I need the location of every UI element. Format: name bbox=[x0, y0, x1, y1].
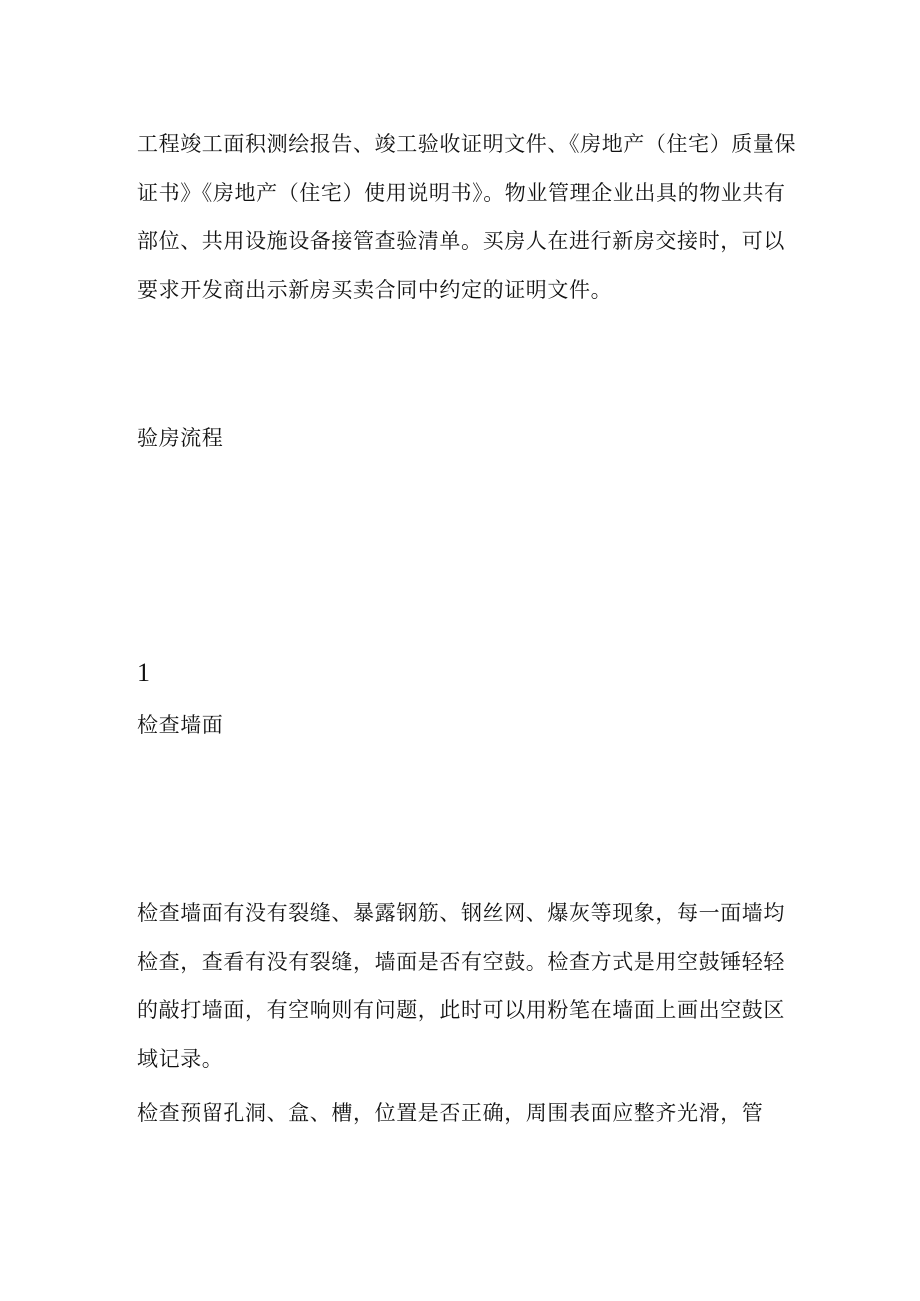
wall-check-paragraph: 检查墙面有没有裂缝、暴露钢筋、钢丝网、爆灰等现象，每一面墙均检查，查看有没有裂缝，墙面是否有空鼓。检查方式是用空鼓锤轻轻的敲打墙面，有空响则有问题，此时可以用粉笔在墙面上画出空鼓区域记录。 bbox=[137, 901, 785, 1071]
openings-check-paragraph: 检查预留孔洞、盒、槽，位置是否正确，周围表面应整齐光滑，管 bbox=[137, 1101, 764, 1125]
section-heading-inspection-process: 验房流程 bbox=[137, 426, 224, 450]
intro-paragraph: 工程竣工面积测绘报告、竣工验收证明文件、《房地产（住宅）质量保证书》《房地产（住宅）使用说明书》。物业管理企业出具的物业共有部位、共用设施设备接管查验清单。买房人在进行新房交接时，可以要求开发商出示新房买卖合同中约定的证明文件。 bbox=[137, 132, 797, 302]
step-number: 1 bbox=[137, 658, 150, 687]
step-heading-check-walls: 检查墙面 bbox=[137, 713, 224, 737]
